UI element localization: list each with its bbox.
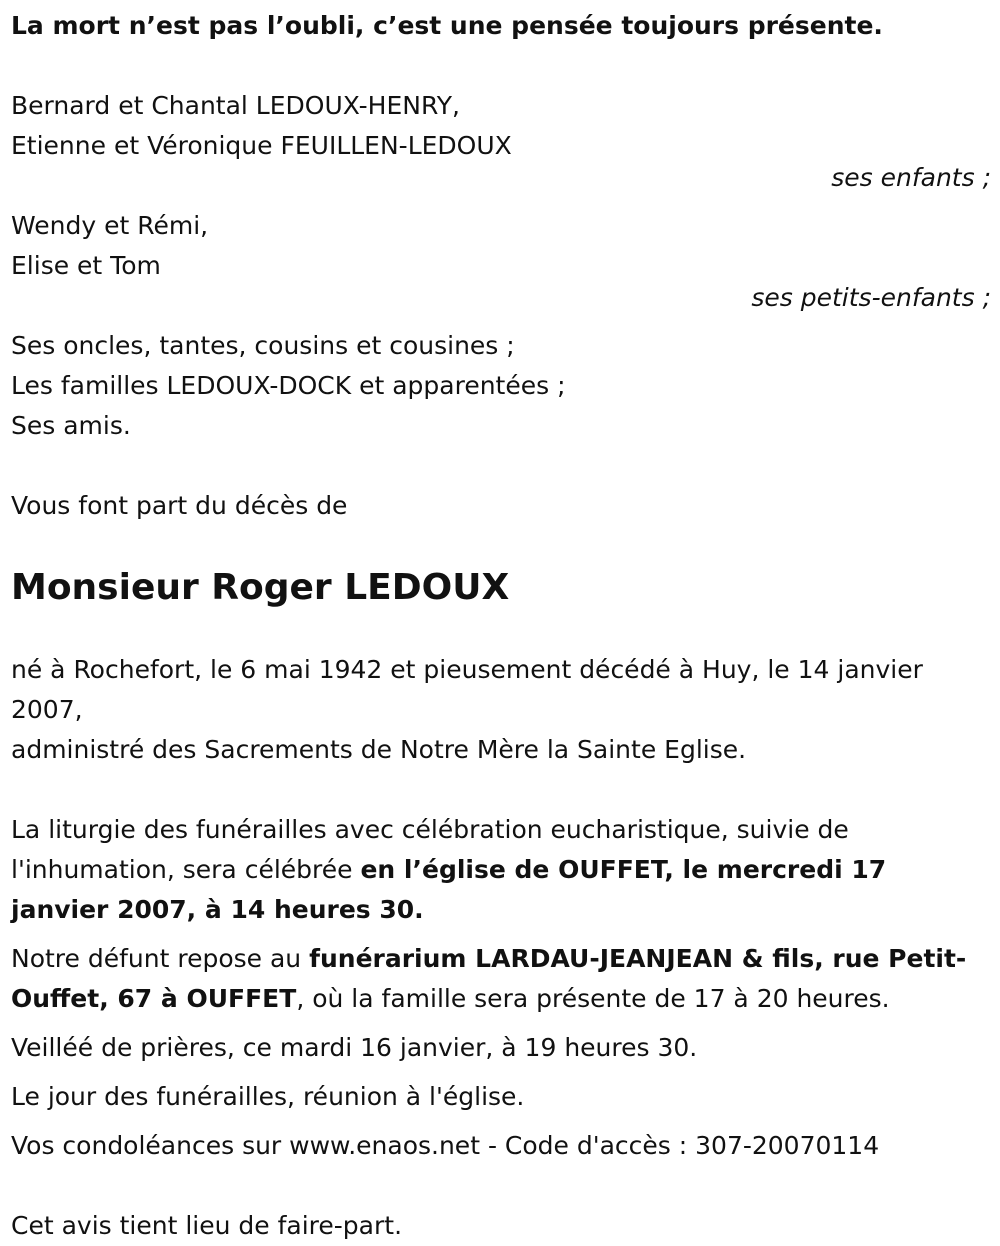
relatives-block: [11, 326, 991, 446]
funerarium-hours: , où la famille sera présente de 17 à 20 heures.: [296, 984, 890, 1013]
grandchildren-role: ses petits-enfants ;: [751, 283, 991, 312]
meeting-line: Le jour des funérailles, réunion à l'église.: [11, 1082, 525, 1111]
epigraph: La mort n’est pas l’oubli, c’est une pensée toujours présente.: [11, 11, 883, 40]
relatives-line: Les familles LEDOUX-DOCK et apparentées ;: [11, 371, 566, 400]
relatives-line: Ses oncles, tantes, cousins et cousines ;: [11, 331, 515, 360]
liturgy-location-date: en l’église de OUFFET, le mercredi 17 janvier 2007, à 14 heures 30.: [11, 855, 887, 924]
funerarium-address: funérarium LARDAU-JEANJEAN & fils, rue Petit-Ouffet, 67 à OUFFET: [11, 944, 967, 1013]
birth-death-block: [11, 650, 991, 770]
liturgy-paragraph: [11, 810, 991, 930]
obituary-notice: [11, 6, 991, 1246]
relatives-line: Ses amis.: [11, 411, 131, 440]
vigil-line: Veilléé de prières, ce mardi 16 janvier, à 19 heures 30.: [11, 1033, 698, 1062]
sacraments-line: administré des Sacrements de Notre Mère la Sainte Eglise.: [11, 735, 747, 764]
condolences-line: Vos condoléances sur www.enaos.net - Code d'accès : 307-20070114: [11, 1131, 880, 1160]
children-line: Etienne et Véronique FEUILLEN-LEDOUX: [11, 131, 512, 160]
funerarium-paragraph: [11, 939, 991, 1019]
children-role: ses enfants ;: [831, 163, 991, 192]
grandchildren-line: Wendy et Rémi,: [11, 211, 209, 240]
children-line: Bernard et Chantal LEDOUX-HENRY,: [11, 91, 460, 120]
grandchildren-line: Elise et Tom: [11, 251, 161, 280]
announcement: Vous font part du décès de: [11, 491, 348, 520]
children-block: [11, 86, 991, 190]
closing-line: Cet avis tient lieu de faire-part.: [11, 1211, 403, 1240]
liturgy-text: La liturgie des funérailles avec célébration eucharistique, suivie de l'inhumation, sera célébrée: [11, 815, 849, 884]
grandchildren-block: [11, 206, 991, 310]
birth-death-line: né à Rochefort, le 6 mai 1942 et pieusement décédé à Huy, le 14 janvier: [11, 655, 923, 684]
funerarium-text: Notre défunt repose au: [11, 944, 310, 973]
deceased-name: Monsieur Roger LEDOUX: [11, 567, 510, 608]
birth-death-line: 2007,: [11, 695, 83, 724]
